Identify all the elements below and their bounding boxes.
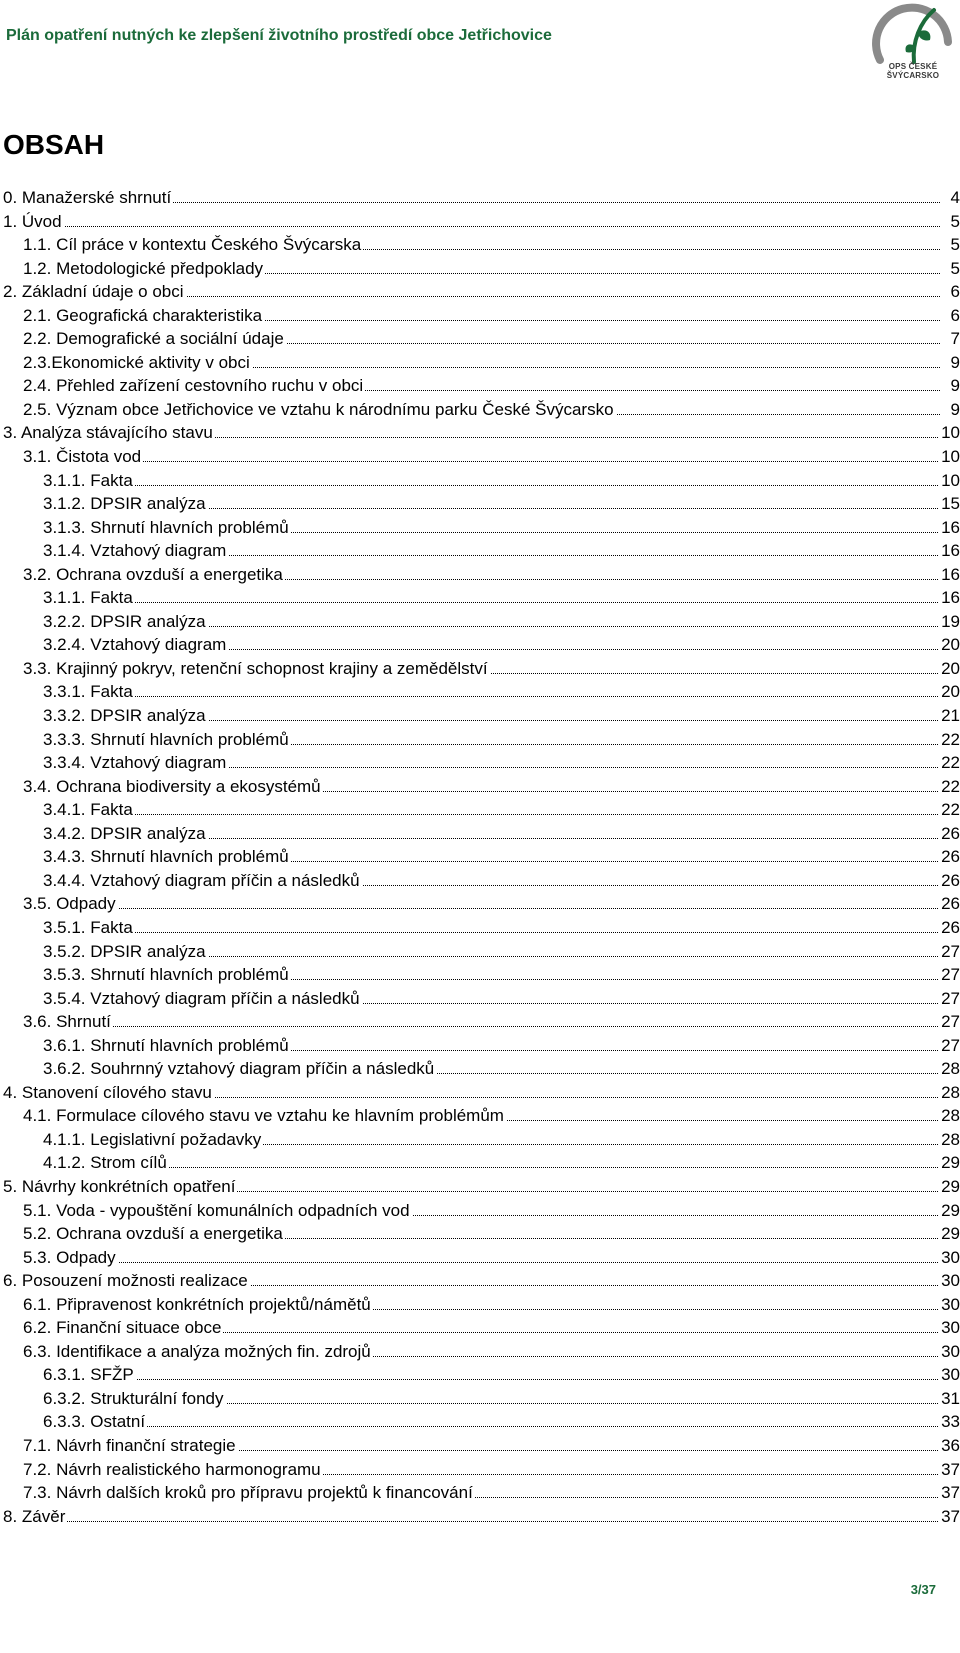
toc-leader-dots	[23, 1010, 940, 1027]
toc-entry-page: 22	[939, 728, 960, 752]
toc-entry[interactable]	[0, 610, 960, 634]
table-of-contents	[0, 186, 960, 1528]
toc-entry-page: 29	[939, 1222, 960, 1246]
toc-entry-page: 16	[939, 563, 960, 587]
toc-entry[interactable]	[0, 1410, 960, 1434]
toc-entry-page: 33	[939, 1410, 960, 1434]
toc-entry-label: 3.4.1. Fakta	[43, 798, 135, 822]
page-title: OBSAH	[3, 129, 105, 160]
toc-entry[interactable]	[0, 257, 960, 281]
toc-entry[interactable]	[0, 775, 960, 799]
toc-entry-label: 3.1.3. Shrnutí hlavních problémů	[43, 516, 291, 540]
toc-entry-label: 4.1. Formulace cílového stavu ve vztahu ke hlavním problémům	[23, 1104, 506, 1128]
toc-entry[interactable]	[0, 1010, 960, 1034]
toc-leader-dots	[23, 445, 940, 462]
toc-entry[interactable]	[0, 469, 960, 493]
toc-entry-page: 36	[939, 1434, 960, 1458]
toc-entry-label: 2. Základní údaje o obci	[3, 280, 186, 304]
toc-entry-page: 37	[939, 1481, 960, 1505]
toc-entry-page: 10	[939, 421, 960, 445]
toc-entry[interactable]	[0, 963, 960, 987]
toc-entry-page: 26	[939, 916, 960, 940]
toc-entry[interactable]	[0, 1128, 960, 1152]
toc-entry[interactable]	[0, 327, 960, 351]
toc-entry-label: 3.4.3. Shrnutí hlavních problémů	[43, 845, 291, 869]
toc-entry-page: 9	[949, 398, 960, 422]
toc-entry[interactable]	[0, 657, 960, 681]
toc-entry-page: 26	[939, 869, 960, 893]
toc-entry-page: 10	[939, 469, 960, 493]
toc-entry-label: 1. Úvod	[3, 210, 64, 234]
toc-entry-label: 3.5. Odpady	[23, 892, 118, 916]
toc-entry-label: 3.5.1. Fakta	[43, 916, 135, 940]
toc-entry[interactable]	[0, 1387, 960, 1411]
toc-entry-page: 22	[939, 751, 960, 775]
toc-leader-dots	[43, 586, 940, 603]
toc-entry[interactable]	[0, 516, 960, 540]
toc-leader-dots	[23, 1246, 940, 1263]
toc-entry-page: 27	[939, 1010, 960, 1034]
toc-entry-label: 3.5.3. Shrnutí hlavních problémů	[43, 963, 291, 987]
toc-entry-page: 5	[949, 257, 960, 281]
toc-entry-page: 26	[939, 892, 960, 916]
toc-leader-dots	[43, 680, 940, 697]
toc-entry-page: 5	[949, 210, 960, 234]
toc-entry-page: 27	[939, 1034, 960, 1058]
toc-entry-label: 3.1.1. Fakta	[43, 469, 135, 493]
toc-entry-label: 3.6. Shrnutí	[23, 1010, 113, 1034]
toc-entry-label: 5.3. Odpady	[23, 1246, 118, 1270]
toc-entry[interactable]	[0, 563, 960, 587]
header-title: Plán opatření nutných ke zlepšení životního prostředí obce Jetřichovice	[6, 27, 552, 44]
toc-entry-page: 20	[939, 633, 960, 657]
toc-entry[interactable]	[0, 869, 960, 893]
toc-entry[interactable]	[0, 186, 960, 210]
toc-entry[interactable]	[0, 751, 960, 775]
toc-entry[interactable]	[0, 445, 960, 469]
toc-entry-label: 7.1. Návrh finanční strategie	[23, 1434, 238, 1458]
toc-entry-label: 3.5.4. Vztahový diagram příčin a následků	[43, 987, 362, 1011]
toc-entry-page: 22	[939, 798, 960, 822]
toc-entry-page: 26	[939, 845, 960, 869]
toc-entry-label: 0. Manažerské shrnutí	[3, 186, 173, 210]
toc-entry-page: 15	[939, 492, 960, 516]
toc-entry-page: 16	[939, 516, 960, 540]
toc-entry-label: 4.1.2. Strom cílů	[43, 1151, 169, 1175]
toc-entry[interactable]	[0, 586, 960, 610]
toc-entry-label: 3.1.4. Vztahový diagram	[43, 539, 228, 563]
toc-entry-page: 37	[939, 1505, 960, 1529]
toc-leader-dots	[43, 916, 940, 933]
toc-entry-page: 31	[939, 1387, 960, 1411]
toc-entry-page: 19	[939, 610, 960, 634]
toc-leader-dots	[43, 1410, 940, 1427]
toc-entry[interactable]	[0, 845, 960, 869]
toc-entry-page: 20	[939, 657, 960, 681]
toc-entry[interactable]	[0, 1505, 960, 1529]
toc-entry-label: 6.2. Finanční situace obce	[23, 1316, 223, 1340]
toc-entry[interactable]	[0, 1293, 960, 1317]
toc-entry-page: 28	[939, 1104, 960, 1128]
toc-entry[interactable]	[0, 728, 960, 752]
toc-entry-label: 3.3.3. Shrnutí hlavních problémů	[43, 728, 291, 752]
toc-entry-page: 29	[939, 1199, 960, 1223]
toc-entry-label: 6. Posouzení možnosti realizace	[3, 1269, 250, 1293]
toc-entry-page: 30	[939, 1293, 960, 1317]
toc-entry-page: 27	[939, 987, 960, 1011]
toc-entry-page: 9	[949, 374, 960, 398]
toc-leader-dots	[43, 798, 940, 815]
toc-entry[interactable]	[0, 1222, 960, 1246]
toc-entry[interactable]	[0, 798, 960, 822]
toc-entry-label: 6.3. Identifikace a analýza možných fin. zdrojů	[23, 1340, 373, 1364]
toc-entry-label: 6.1. Připravenost konkrétních projektů/námětů	[23, 1293, 373, 1317]
toc-entry-page: 27	[939, 963, 960, 987]
toc-entry[interactable]	[0, 1246, 960, 1270]
toc-entry-label: 4. Stanovení cílového stavu	[3, 1081, 214, 1105]
toc-entry[interactable]	[0, 1316, 960, 1340]
toc-entry-page: 4	[949, 186, 960, 210]
toc-leader-dots	[23, 892, 940, 909]
toc-entry[interactable]	[0, 1199, 960, 1223]
toc-entry[interactable]	[0, 916, 960, 940]
toc-entry-page: 30	[939, 1340, 960, 1364]
toc-entry-label: 3.3.1. Fakta	[43, 680, 135, 704]
toc-entry[interactable]	[0, 374, 960, 398]
toc-entry-page: 9	[949, 351, 960, 375]
toc-entry-label: 3.4.4. Vztahový diagram příčin a následků	[43, 869, 362, 893]
toc-entry-page: 30	[939, 1316, 960, 1340]
toc-entry-page: 10	[939, 445, 960, 469]
toc-entry-page: 6	[949, 304, 960, 328]
toc-entry-label: 3.3. Krajinný pokryv, retenční schopnost krajiny a zemědělství	[23, 657, 490, 681]
toc-entry[interactable]	[0, 1104, 960, 1128]
toc-leader-dots	[3, 1505, 940, 1522]
toc-entry-label: 3.2.2. DPSIR analýza	[43, 610, 208, 634]
toc-entry[interactable]	[0, 1269, 960, 1293]
toc-entry-label: 2.4. Přehled zařízení cestovního ruchu v obci	[23, 374, 365, 398]
toc-entry-label: 6.3.2. Strukturální fondy	[43, 1387, 226, 1411]
toc-entry-label: 7.2. Návrh realistického harmonogramu	[23, 1458, 323, 1482]
toc-entry-label: 3.3.4. Vztahový diagram	[43, 751, 228, 775]
toc-entry-label: 3.5.2. DPSIR analýza	[43, 940, 208, 964]
toc-entry-label: 3.2.4. Vztahový diagram	[43, 633, 228, 657]
toc-entry-label: 3.4. Ochrana biodiversity a ekosystémů	[23, 775, 323, 799]
toc-entry[interactable]	[0, 1151, 960, 1175]
toc-entry-label: 8. Závěr	[3, 1505, 67, 1529]
toc-entry-page: 16	[939, 586, 960, 610]
toc-entry-label: 3.1. Čistota vod	[23, 445, 143, 469]
toc-entry[interactable]	[0, 539, 960, 563]
toc-entry-label: 7.3. Návrh dalších kroků pro přípravu projektů k financování	[23, 1481, 475, 1505]
toc-entry[interactable]	[0, 398, 960, 422]
toc-entry[interactable]	[0, 1057, 960, 1081]
toc-leader-dots	[3, 210, 940, 227]
toc-entry-label: 3.1.1. Fakta	[43, 586, 135, 610]
toc-entry[interactable]	[0, 492, 960, 516]
toc-entry[interactable]	[0, 892, 960, 916]
toc-entry-page: 20	[939, 680, 960, 704]
toc-entry-page: 21	[939, 704, 960, 728]
toc-entry[interactable]	[0, 1034, 960, 1058]
toc-entry[interactable]	[0, 233, 960, 257]
toc-entry-page: 28	[939, 1128, 960, 1152]
toc-entry-label: 3.6.2. Souhrnný vztahový diagram příčin a následků	[43, 1057, 436, 1081]
toc-leader-dots	[43, 1151, 940, 1168]
toc-entry-label: 2.2. Demografické a sociální údaje	[23, 327, 286, 351]
toc-entry-page: 37	[939, 1458, 960, 1482]
toc-entry-page: 7	[949, 327, 960, 351]
toc-entry[interactable]	[0, 1175, 960, 1199]
toc-entry[interactable]	[0, 421, 960, 445]
toc-entry[interactable]	[0, 704, 960, 728]
toc-entry-page: 28	[939, 1057, 960, 1081]
toc-entry-label: 3.2. Ochrana ovzduší a energetika	[23, 563, 285, 587]
toc-entry-label: 5. Návrhy konkrétních opatření	[3, 1175, 237, 1199]
toc-entry-label: 5.1. Voda - vypouštění komunálních odpadních vod	[23, 1199, 412, 1223]
toc-entry-label: 6.3.1. SFŽP	[43, 1363, 136, 1387]
toc-entry[interactable]	[0, 940, 960, 964]
toc-entry-page: 22	[939, 775, 960, 799]
logo-text: OPS ČESKÉ ŠVÝCARSKO	[886, 62, 940, 80]
toc-entry[interactable]	[0, 304, 960, 328]
toc-entry-label: 4.1.1. Legislativní požadavky	[43, 1128, 263, 1152]
toc-entry[interactable]	[0, 351, 960, 375]
toc-entry-page: 6	[949, 280, 960, 304]
toc-entry-label: 2.1. Geografická charakteristika	[23, 304, 264, 328]
toc-entry-page: 30	[939, 1363, 960, 1387]
toc-entry[interactable]	[0, 1363, 960, 1387]
toc-entry[interactable]	[0, 1081, 960, 1105]
toc-entry-page: 28	[939, 1081, 960, 1105]
toc-entry[interactable]	[0, 280, 960, 304]
toc-entry-page: 27	[939, 940, 960, 964]
toc-entry[interactable]	[0, 633, 960, 657]
toc-entry-label: 1.2. Metodologické předpoklady	[23, 257, 265, 281]
toc-entry-page: 30	[939, 1269, 960, 1293]
page-number: 3/37	[910, 1582, 936, 1597]
toc-entry-label: 3.3.2. DPSIR analýza	[43, 704, 208, 728]
toc-entry[interactable]	[0, 1481, 960, 1505]
toc-entry[interactable]	[0, 987, 960, 1011]
toc-entry[interactable]	[0, 1458, 960, 1482]
toc-entry-page: 26	[939, 822, 960, 846]
toc-leader-dots	[43, 1363, 940, 1380]
toc-entry-label: 2.3.Ekonomické aktivity v obci	[23, 351, 252, 375]
toc-leader-dots	[43, 469, 940, 486]
toc-entry-page: 5	[949, 233, 960, 257]
toc-entry[interactable]	[0, 822, 960, 846]
toc-entry-label: 6.3.3. Ostatní	[43, 1410, 147, 1434]
toc-entry[interactable]	[0, 680, 960, 704]
toc-entry-label: 3.4.2. DPSIR analýza	[43, 822, 208, 846]
toc-entry-page: 30	[939, 1246, 960, 1270]
toc-entry-page: 29	[939, 1151, 960, 1175]
toc-entry-label: 3.1.2. DPSIR analýza	[43, 492, 208, 516]
toc-entry[interactable]	[0, 1340, 960, 1364]
toc-entry-label: 3.6.1. Shrnutí hlavních problémů	[43, 1034, 291, 1058]
toc-entry-label: 3. Analýza stávajícího stavu	[3, 421, 215, 445]
toc-entry-page: 16	[939, 539, 960, 563]
toc-entry[interactable]	[0, 210, 960, 234]
toc-entry-label: 2.5. Význam obce Jetřichovice ve vztahu k národnímu parku České Švýcarsko	[23, 398, 616, 422]
toc-entry-label: 1.1. Cíl práce v kontextu Českého Švýcarska	[23, 233, 363, 257]
toc-entry[interactable]	[0, 1434, 960, 1458]
toc-entry-page: 29	[939, 1175, 960, 1199]
toc-entry-label: 5.2. Ochrana ovzduší a energetika	[23, 1222, 285, 1246]
